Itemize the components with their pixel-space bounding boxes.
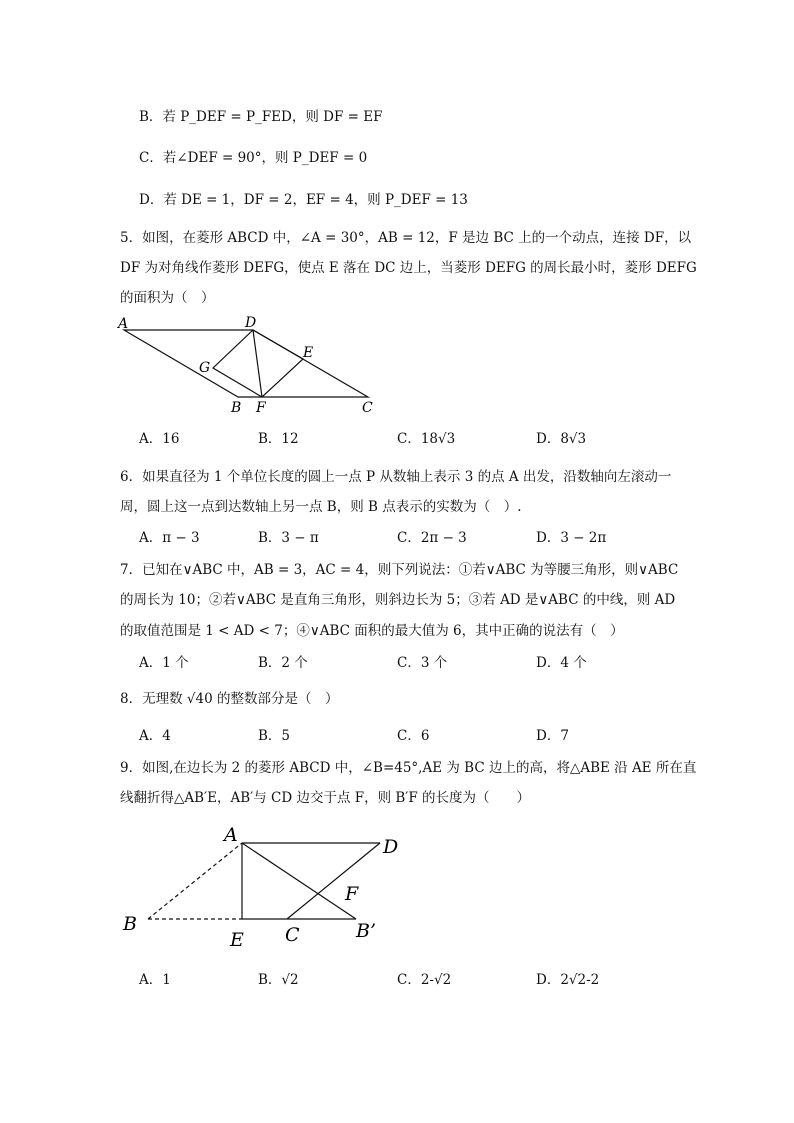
q9-label-f: F	[345, 883, 359, 905]
q5-label-g: G	[199, 360, 211, 376]
q5-diagonal-df	[253, 330, 262, 397]
q9-side-cd	[287, 843, 380, 919]
q5-text-line3: 的面积为（ ）	[120, 290, 215, 306]
q8-option-a[interactable]: A．4	[139, 728, 171, 744]
q9-label-d: D	[383, 836, 399, 858]
q5-label-a: A	[118, 316, 129, 332]
q9-label-c: C	[285, 924, 300, 946]
q6-text-line2: 周，圆上这一点到达数轴上另一点 B，则 B 点表示的实数为（ ）.	[120, 499, 522, 515]
q9-option-c[interactable]: C．2-√2	[397, 972, 452, 988]
q8-option-b[interactable]: B．5	[258, 728, 291, 744]
q5-rhombus-abcd	[124, 330, 368, 397]
q5-option-b[interactable]: B．12	[258, 431, 299, 447]
q7-option-b[interactable]: B．2 个	[258, 655, 308, 671]
q9-line-ab-prime	[242, 843, 356, 919]
q5-option-c[interactable]: C．18√3	[397, 431, 456, 447]
option-d-prev: D．若 DE = 1，DF = 2，EF = 4，则 P_DEF = 13	[139, 192, 468, 208]
q6-option-b[interactable]: B．3 − π	[258, 530, 319, 546]
q5-label-c: C	[362, 400, 373, 416]
q9-dashed-ab	[148, 843, 242, 919]
option-c-prev: C．若∠DEF = 90°，则 P_DEF = 0	[139, 150, 368, 166]
q6-option-d[interactable]: D．3 − 2π	[536, 530, 607, 546]
q5-label-b: B	[231, 400, 242, 416]
q9-option-a[interactable]: A．1	[139, 972, 171, 988]
q6-option-c[interactable]: C．2π − 3	[397, 530, 467, 546]
q5-label-f: F	[256, 400, 266, 416]
q8-text-line1: 8．无理数 √40 的整数部分是（ ）	[120, 691, 339, 707]
q6-option-a[interactable]: A．π − 3	[139, 530, 200, 546]
q9-label-e: E	[230, 929, 244, 951]
q9-option-b[interactable]: B．√2	[258, 972, 299, 988]
q9-label-b-prime: B’	[356, 920, 377, 942]
q5-rhombus-defg	[213, 330, 303, 397]
q6-text-line1: 6．如果直径为 1 个单位长度的圆上一点 P 从数轴上表示 3 的点 A 出发，沿数轴向左滚动一	[120, 469, 672, 485]
q9-label-b: B	[123, 913, 137, 935]
q7-option-c[interactable]: C．3 个	[397, 655, 448, 671]
q5-option-d[interactable]: D．8√3	[536, 431, 587, 447]
q9-label-a: A	[224, 824, 238, 846]
q7-text-line3: 的取值范围是 1 < AD < 7；④∨ABC 面积的最大值为 6，其中正确的说法有（ ）	[120, 623, 624, 639]
q5-text-line2: DF 为对角线作菱形 DEFG，使点 E 落在 DC 边上，当菱形 DEFG 的周长最小时，菱形 DEFG	[120, 260, 697, 276]
q7-option-d[interactable]: D．4 个	[536, 655, 587, 671]
q5-label-e: E	[303, 345, 314, 361]
q9-text-line1: 9．如图,在边长为 2 的菱形 ABCD 中，∠B=45°,AE 为 BC 边上的高，将△ABE 沿 AE 所在直	[120, 760, 697, 776]
q7-text-line2: 的周长为 10；②若∨ABC 是直角三角形，则斜边长为 5；③若 AD 是∨ABC 的中线，则 AD	[120, 592, 676, 608]
q5-text-line1: 5．如图，在菱形 ABCD 中，∠A = 30°，AB = 12，F 是边 BC 上的一个动点，连接 DF，以	[120, 230, 692, 246]
q5-option-a[interactable]: A．16	[139, 431, 180, 447]
option-b-prev: B．若 P_DEF = P_FED，则 DF = EF	[139, 109, 383, 125]
q7-option-a[interactable]: A．1 个	[139, 655, 189, 671]
q5-label-d: D	[245, 315, 257, 331]
q7-text-line1: 7．已知在∨ABC 中，AB = 3，AC = 4，则下列说法：①若∨ABC 为等腰三角形，则∨ABC	[120, 562, 679, 578]
q9-text-line2: 线翻折得△AB′E，AB′与 CD 边交于点 F，则 B′F 的长度为（ ）	[120, 790, 531, 806]
q8-option-d[interactable]: D．7	[536, 728, 569, 744]
q8-option-c[interactable]: C．6	[397, 728, 430, 744]
q9-option-d[interactable]: D．2√2-2	[536, 972, 600, 988]
